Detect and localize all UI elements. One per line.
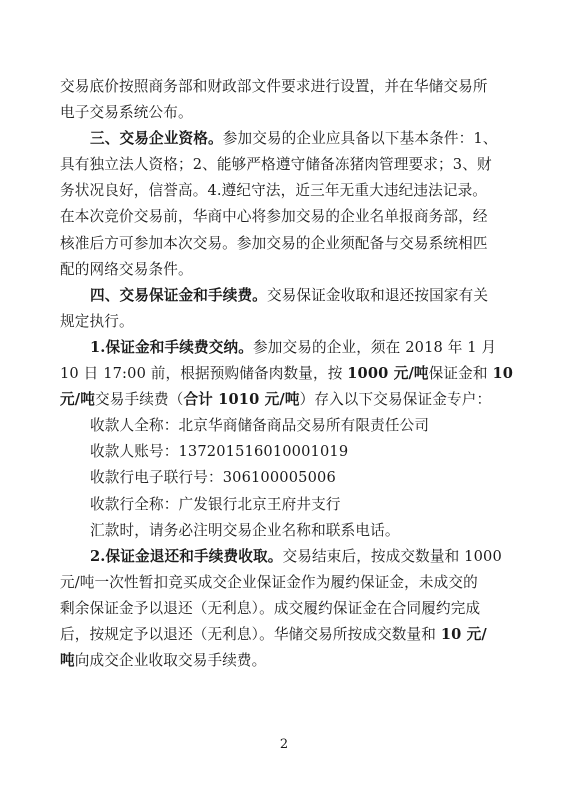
text-line — [60, 100, 522, 126]
text-run: 10 日 17:00 前，根据预购储备肉数量，按 — [60, 365, 348, 383]
text-line — [60, 413, 522, 439]
text-line — [60, 596, 522, 622]
text-line — [60, 335, 522, 361]
text-run: 具有独立法人资格；2、能够严格遵守储备冻猪肉管理要求；3、财 — [60, 156, 492, 174]
text-run: 收款行电子联行号：306100005006 — [90, 469, 336, 487]
text-run: 规定执行。 — [60, 312, 134, 330]
text-run: 元/吨一次性暂扣竞买成交企业保证金作为履约保证金，未成交的 — [60, 573, 478, 591]
text-line — [60, 204, 522, 230]
text-run: 保证金和 — [428, 365, 493, 383]
bold-text-run: 10 — [492, 365, 514, 383]
bold-text-run: 1000 元/吨 — [347, 365, 429, 383]
text-line — [60, 648, 522, 674]
text-run: 务状况良好，信誉高。4.遵纪守法，近三年无重大违纪违法记录。 — [60, 182, 488, 200]
bold-text-run: 10 元/ — [440, 625, 487, 643]
bold-text-run: 元/吨 — [60, 391, 95, 409]
text-line — [60, 74, 522, 100]
text-line — [60, 126, 522, 152]
text-line — [60, 152, 522, 178]
text-line — [60, 544, 522, 570]
text-run: ）存入以下交易保证金专户： — [299, 391, 492, 409]
text-run: 收款人全称：北京华商储备商品交易所有限责任公司 — [90, 417, 430, 435]
text-run: 核准后方可参加本次交易。参加交易的企业须配备与交易系统相匹 — [60, 234, 488, 252]
text-run: 配的网络交易条件。 — [60, 260, 193, 278]
text-line — [60, 465, 522, 491]
text-line — [60, 492, 522, 518]
text-run: 交易底价按照商务部和财政部文件要求进行设置，并在华储交易所 — [60, 78, 488, 95]
text-line — [60, 257, 522, 283]
bold-text-run: 四、交易保证金和手续费。 — [90, 286, 267, 304]
bold-text-run: 1.保证金和手续费交纳。 — [90, 338, 253, 356]
text-line — [60, 361, 522, 387]
text-line — [60, 622, 522, 648]
document-body — [60, 74, 522, 674]
text-line — [60, 518, 522, 544]
text-line — [60, 439, 522, 465]
text-run: 向成交企业收取交易手续费。 — [74, 652, 267, 670]
text-run: 参加交易的企业，须在 2018 年 1 月 — [252, 338, 497, 356]
bold-text-run: 吨 — [60, 652, 75, 670]
text-run: 后，按规定予以退还（无利息）。华储交易所按成交数量和 — [60, 625, 441, 643]
text-line — [60, 309, 522, 335]
text-line — [60, 178, 522, 204]
text-run: 收款行全称：广发银行北京王府井支行 — [90, 495, 341, 513]
text-run: 交易结束后，按成交数量和 1000 — [282, 547, 502, 565]
text-line — [60, 387, 522, 413]
text-line — [60, 283, 522, 309]
text-run: 电子交易系统公布。 — [60, 104, 193, 122]
text-line — [60, 231, 522, 257]
bold-text-run: 2.保证金退还和手续费收取。 — [90, 547, 283, 565]
bold-text-run: 三、交易企业资格。 — [90, 130, 223, 148]
text-run: 在本次竞价交易前，华商中心将参加交易的企业名单报商务部，经 — [60, 208, 488, 226]
text-run: 剩余保证金予以退还（无利息）。成交履约保证金在合同履约完成 — [60, 599, 481, 617]
text-run: 参加交易的企业应具备以下基本条件：1、 — [222, 130, 498, 148]
page-number: 2 — [279, 737, 289, 752]
text-run: 汇款时，请务必注明交易企业名称和联系电话。 — [90, 521, 400, 539]
text-run: 交易保证金收取和退还按国家有关 — [266, 286, 489, 304]
text-line — [60, 570, 522, 596]
text-run: 交易手续费（ — [94, 391, 184, 409]
bold-text-run: 合计 1010 元/吨 — [183, 391, 300, 409]
text-run: 收款人账号：137201516010001019 — [90, 443, 349, 461]
